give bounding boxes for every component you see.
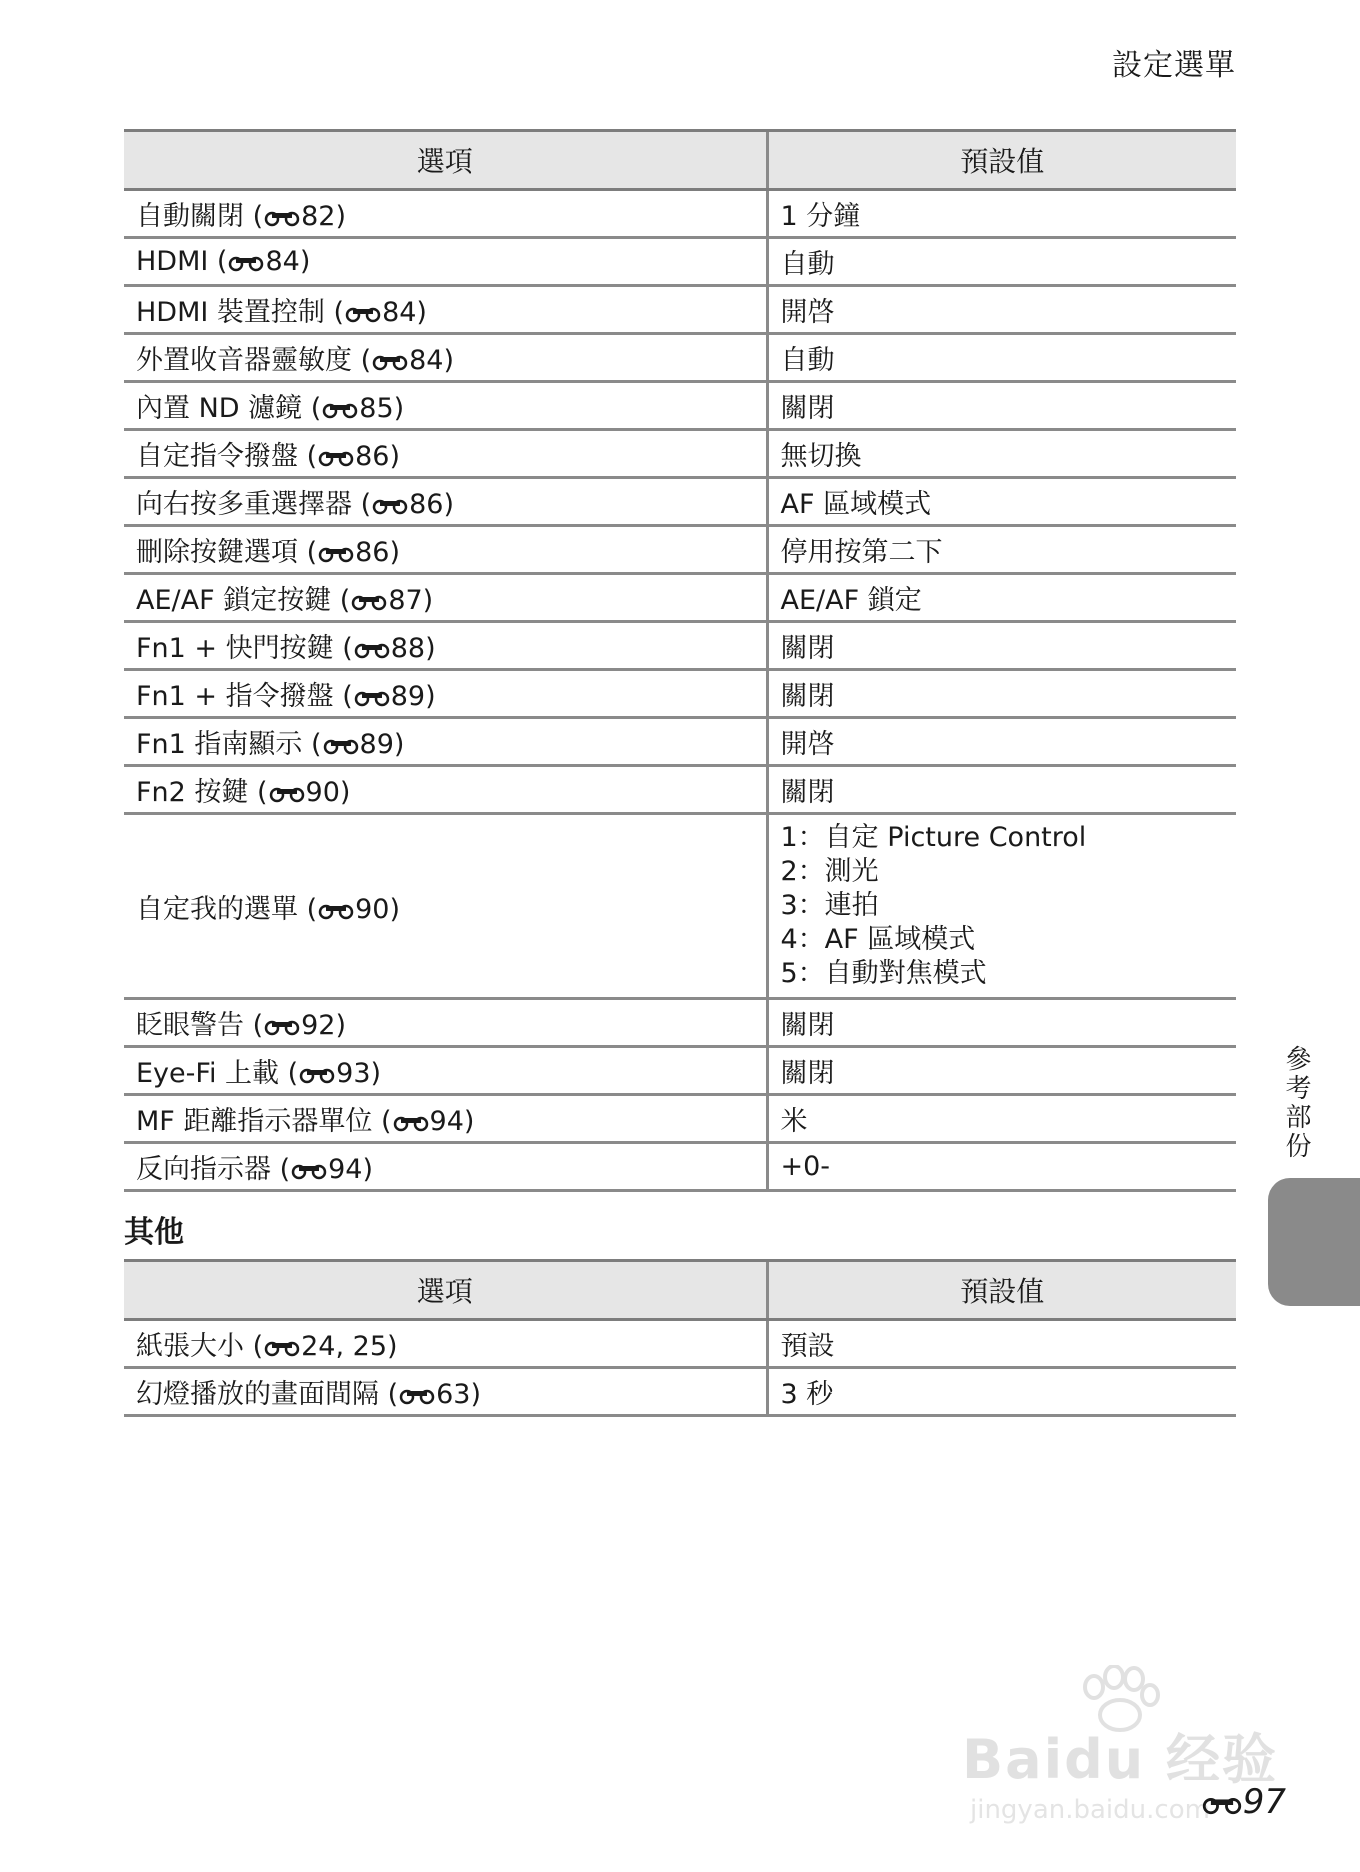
reference-icon [318,902,354,920]
header-default: 預設值 [767,1261,1236,1320]
reference-icon [299,1066,335,1084]
option-cell: 外置收音器靈敏度 ( 84) [124,334,767,382]
reference-icon [399,1387,435,1405]
header-default: 預設值 [767,131,1236,190]
table-row [124,334,1236,382]
option-cell: 自定我的選單 ( 90) [124,814,767,999]
option-cell: Fn1 + 快門按鍵 ( 88) [124,622,767,670]
value-cell: 開啓 [767,718,1236,766]
option-cell: Eye-Fi 上載 ( 93) [124,1047,767,1095]
value-cell [767,814,1236,999]
table-row [124,718,1236,766]
other-default-table [124,1259,1236,1417]
header-option: 選項 [124,1261,767,1320]
page-header-title: 設定選單 [1112,48,1236,83]
value-cell: 關閉 [767,766,1236,814]
reference-icon [393,1114,429,1132]
reference-icon [269,785,305,803]
option-cell: Fn1 指南顯示 ( 89) [124,718,767,766]
table-row [124,190,1236,238]
reference-icon [318,545,354,563]
value-cell: 關閉 [767,670,1236,718]
table-row [124,1095,1236,1143]
option-cell: 幻燈播放的畫面間隔 ( 63) [124,1368,767,1416]
option-cell: 內置 ND 濾鏡 ( 85) [124,382,767,430]
header-option: 選項 [124,131,767,190]
table-row [124,670,1236,718]
table-header-row [124,1261,1236,1320]
reference-icon [372,497,408,515]
option-cell: Fn1 + 指令撥盤 ( 89) [124,670,767,718]
table-row [124,430,1236,478]
value-cell: AE/AF 鎖定 [767,574,1236,622]
table-row [124,1320,1236,1368]
reference-icon [345,305,381,323]
table-row [124,478,1236,526]
reference-icon [354,689,390,707]
table-row [124,574,1236,622]
table-header-row [124,131,1236,190]
value-cell: 停用按第二下 [767,526,1236,574]
reference-icon [264,209,300,227]
option-cell: 自定指令撥盤 ( 86) [124,430,767,478]
option-cell: 自動關閉 ( 82) [124,190,767,238]
table-row [124,766,1236,814]
option-cell: AE/AF 鎖定按鍵 ( 87) [124,574,767,622]
reference-icon [264,1018,300,1036]
reference-icon [351,593,387,611]
value-cell: AF 區域模式 [767,478,1236,526]
reference-icon [291,1162,327,1180]
value-cell: 開啓 [767,286,1236,334]
table-row [124,526,1236,574]
value-line: 3：連拍 [780,890,879,921]
option-cell: 紙張大小 ( 24, 25) [124,1320,767,1368]
section-title-other: 其他 [124,1215,184,1250]
reference-icon [264,1339,300,1357]
value-line: 2：測光 [780,856,879,887]
reference-icon [318,449,354,467]
option-cell: Fn2 按鍵 ( 90) [124,766,767,814]
value-cell: 無切換 [767,430,1236,478]
table-row [124,622,1236,670]
table-row [124,382,1236,430]
page-number: 97 [1201,1782,1286,1822]
table-row [124,238,1236,286]
option-cell: 刪除按鍵選項 ( 86) [124,526,767,574]
reference-icon [1202,1795,1242,1815]
table-row [124,999,1236,1047]
value-cell: 米 [767,1095,1236,1143]
reference-icon [323,737,359,755]
value-cell: 自動 [767,334,1236,382]
reference-icon [354,641,390,659]
value-cell: 關閉 [767,1047,1236,1095]
value-cell: +0- [767,1143,1236,1191]
option-cell: 向右按多重選擇器 ( 86) [124,478,767,526]
value-cell: 關閉 [767,382,1236,430]
reference-icon [372,353,408,371]
reference-icon [228,254,264,272]
table-row [124,1368,1236,1416]
value-cell: 1 分鐘 [767,190,1236,238]
table-row [124,1143,1236,1191]
reference-icon [322,401,358,419]
table-row [124,286,1236,334]
option-cell: 眨眼警告 ( 92) [124,999,767,1047]
table-row [124,814,1236,999]
option-cell: HDMI 裝置控制 ( 84) [124,286,767,334]
value-cell: 關閉 [767,622,1236,670]
value-line: 4：AF 區域模式 [780,924,976,955]
option-cell: HDMI ( 84) [124,238,767,286]
value-cell: 自動 [767,238,1236,286]
value-cell: 3 秒 [767,1368,1236,1416]
value-cell: 關閉 [767,999,1236,1047]
value-cell: 預設 [767,1320,1236,1368]
watermark-url: jingyan.baidu.com [970,1795,1210,1825]
option-cell: 反向指示器 ( 94) [124,1143,767,1191]
option-cell: MF 距離指示器單位 ( 94) [124,1095,767,1143]
value-line: 1：自定 Picture Control [780,822,1087,853]
value-line: 5：自動對焦模式 [780,958,987,989]
side-tab-marker [1268,1178,1360,1306]
watermark-brand: Baidu 经验 [962,1728,1279,1791]
table-row [124,1047,1236,1095]
settings-default-table [124,129,1236,1192]
side-section-label: 參考部份 [1281,1045,1311,1161]
